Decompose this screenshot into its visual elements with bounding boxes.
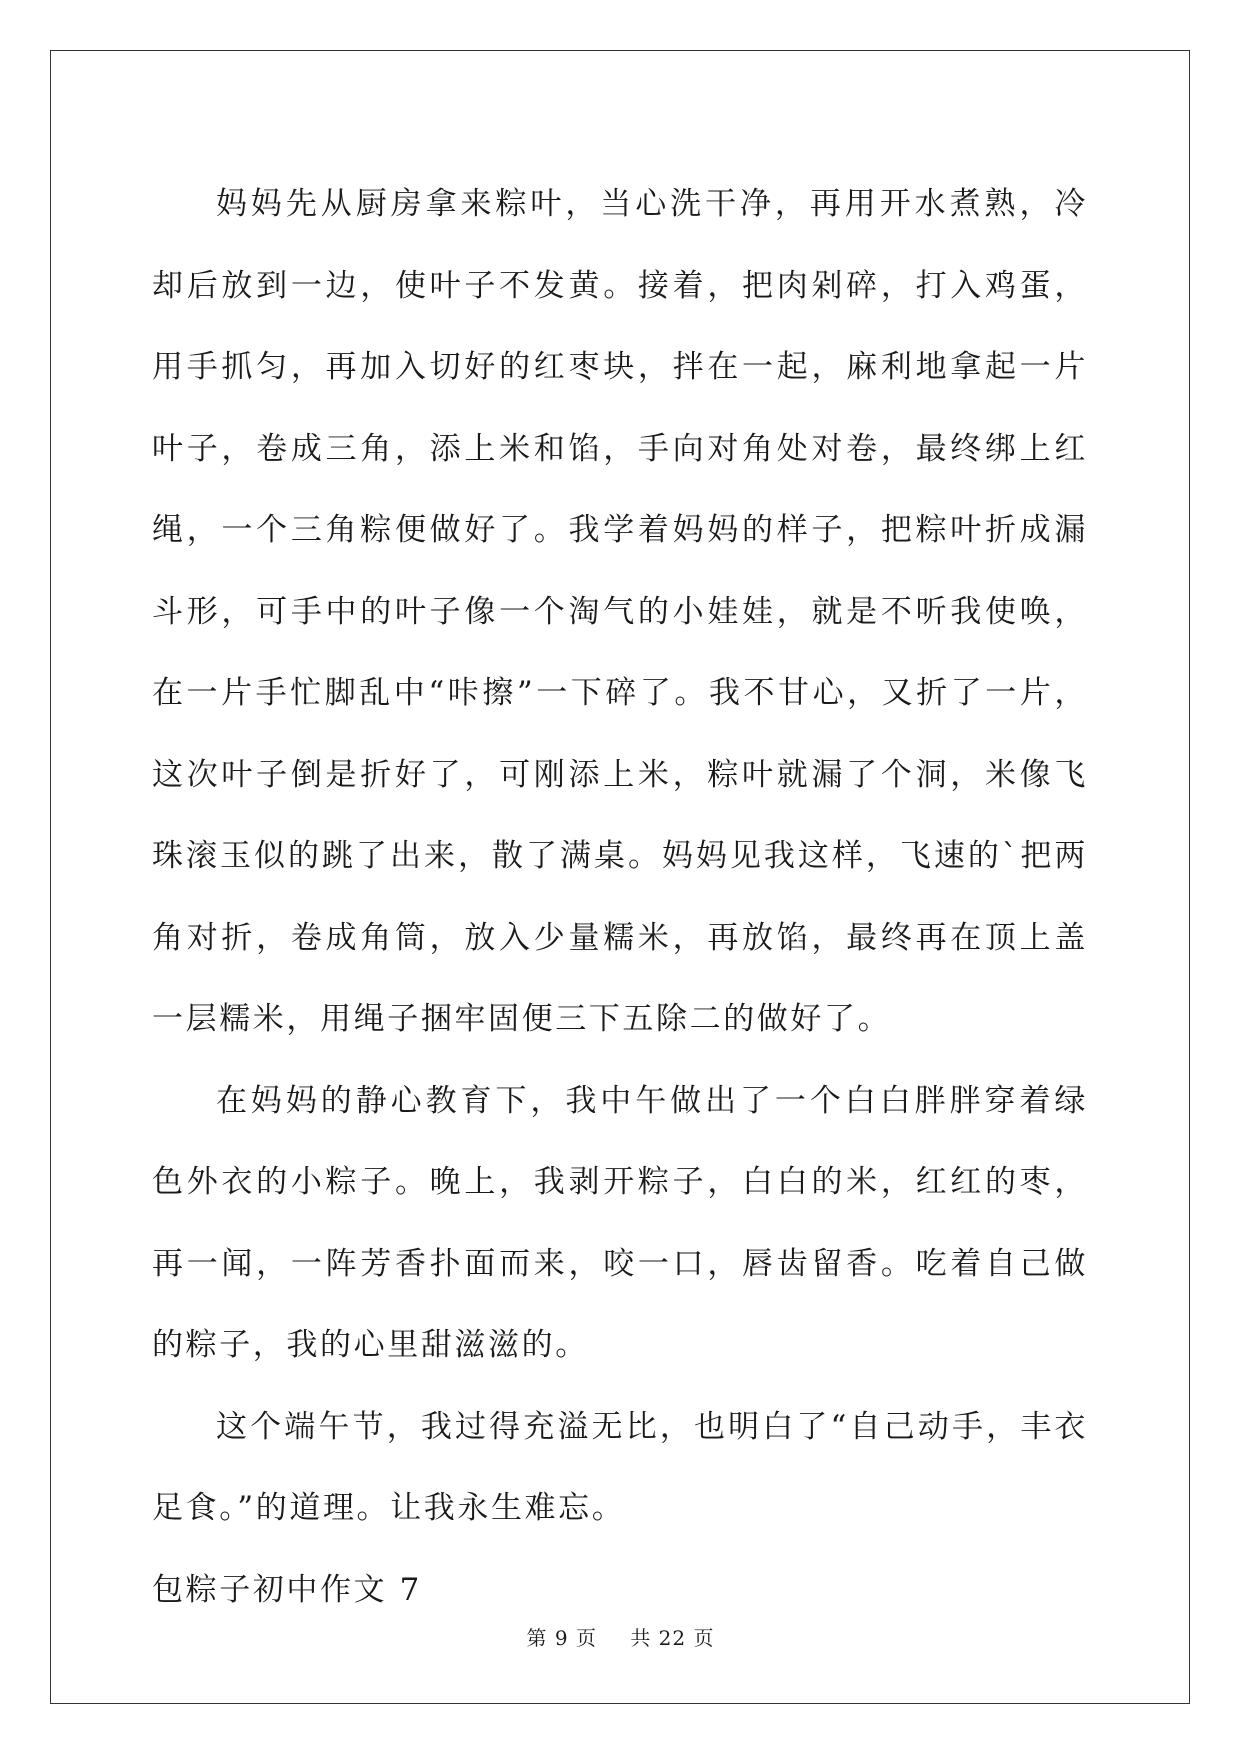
page-footer (0, 1622, 1241, 1651)
paragraph-3: 这个端午节，我过得充溢无比，也明白了“自己动手，丰衣足食。”的道理。让我永生难忘。 (152, 1408, 1088, 1526)
page-number: 第 9 页 (526, 1626, 597, 1650)
paragraph-1: 妈妈先从厨房拿来粽叶，当心洗干净，再用开水煮熟，冷却后放到一边，使叶子不发黄。接着，把肉剁碎，打入鸡蛋，用手抓匀，再加入切好的红枣块，拌在一起，麻利地拿起一片叶子，卷成三角，添上米和馅，手向对角处对卷，最终绑上红绳，一个三角粽便做好了。我学着妈妈的样子，把粽叶折成漏斗形，可手中的叶子像一个淘气的小娃娃，就是不听我使唤，在一片手忙脚乱中“咔擦”一下碎了。我不甘心，又折了一片，这次叶子倒是折好了，可刚添上米，粽叶就漏了个洞，米像飞珠滚玉似的跳了出来，散了满桌。妈妈见我这样，飞速的`把两角对折，卷成角筒，放入少量糯米，再放馅，最终再在顶上盖一层糯米，用绳子捆牢固便三下五除二的做好了。 (152, 186, 1088, 1037)
section-heading: 包粽子初中作文 7 (152, 1571, 422, 1608)
paragraph-2: 在妈妈的静心教育下，我中午做出了一个白白胖胖穿着绿色外衣的小粽子。晚上，我剥开粽子，白白的米，红红的枣，再一闻，一阵芳香扑面而来，咬一口，唇齿留香。吃着自己做的粽子，我的心里甜滋滋的。 (152, 1082, 1088, 1363)
document-body (152, 164, 1088, 1631)
page-total: 共 22 页 (630, 1626, 715, 1650)
